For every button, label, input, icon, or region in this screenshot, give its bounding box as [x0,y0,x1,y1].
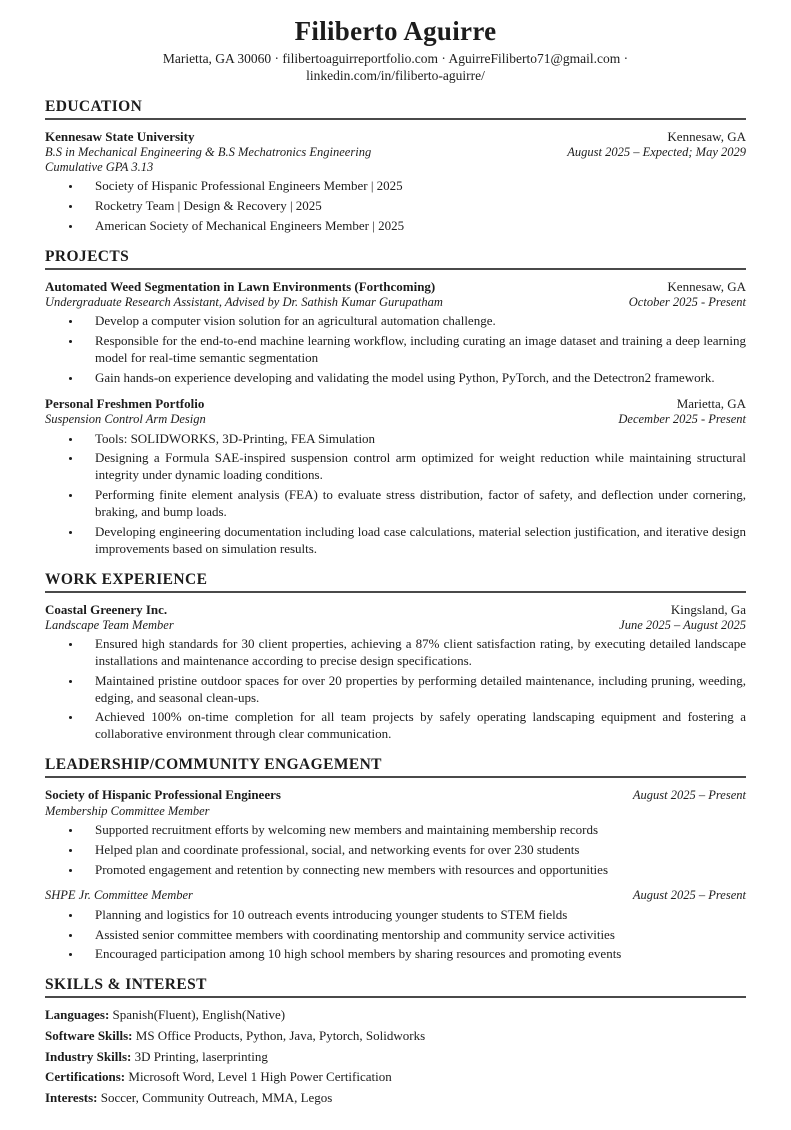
company-location: Kingsland, Ga [670,601,746,617]
project-dates: October 2025 - Present [628,294,746,309]
project-bullet: • Gain hands-on experience developing and validating the model using Python, PyTorch, and the Detectron2 framework. [82,370,746,387]
section-heading-leadership: LEADERSHIP/COMMUNITY ENGAGEMENT [45,756,746,778]
leadership-role: Membership Committee Member [45,803,210,818]
leadership-entry [45,888,746,963]
project-dates: December 2025 - Present [618,412,746,427]
project-bullet: • Responsible for the end-to-end machine learning workflow, including curating an image dataset and training a deep learning model for real-time semantic segmentation [82,333,746,367]
company-name: Coastal Greenery Inc. [45,601,168,617]
leadership-section [45,756,746,963]
degree-name: B.S in Mechanical Engineering & B.S Mechatronics Engineering [45,144,372,159]
skill-line-certifications [45,1069,746,1086]
leadership-bullet-list [45,907,746,964]
leadership-dates: August 2025 – Present [632,788,746,803]
skill-label: Certifications: [45,1069,126,1085]
skill-label: Languages: [45,1007,110,1023]
project-bullet-list [45,431,746,558]
skill-line-languages [45,1007,746,1024]
leadership-bullet: • Helped plan and coordinate professional, social, and networking events for over 230 students [82,842,746,859]
school-name: Kennesaw State University [45,128,195,144]
school-location: Kennesaw, GA [667,128,746,144]
project-bullet-list [45,313,746,387]
project-title: Personal Freshmen Portfolio [45,396,205,412]
work-bullet: • Achieved 100% on-time completion for all team projects by safely operating landscaping equipment and fostering a collaborative environment through clear communication. [82,709,746,743]
organization-name: SHPE Jr. Committee Member [45,888,193,903]
skill-value: Microsoft Word, Level 1 High Power Certification [128,1069,392,1085]
project-bullet: • Develop a computer vision solution for an agricultural automation challenge. [82,313,746,330]
leadership-bullet: • Planning and logistics for 10 outreach events introducing younger students to STEM fields [82,907,746,924]
education-dates: August 2025 – Expected; May 2029 [567,144,746,159]
education-entry [45,129,746,235]
work-bullet-list [45,636,746,743]
project-role: Undergraduate Research Assistant, Advised by Dr. Sathish Kumar Gurupatham [45,294,443,309]
job-dates: June 2025 – August 2025 [619,617,746,632]
work-entry [45,602,746,743]
section-heading-work-experience: WORK EXPERIENCE [45,571,746,593]
skill-label: Industry Skills: [45,1048,132,1064]
leadership-dates: August 2025 – Present [632,888,746,903]
education-bullet: • Rocketry Team | Design & Recovery | 2025 [82,198,746,215]
project-bullet: • Developing engineering documentation including load case calculations, material selection justification, and iterative design improvements based on simulation results. [82,524,746,558]
project-entry [45,396,746,557]
skill-line-software [45,1028,746,1045]
work-experience-section [45,571,746,743]
section-heading-projects: PROJECTS [45,248,746,270]
skill-value: 3D Printing, laserprinting [134,1048,268,1064]
education-bullet-list [45,178,746,235]
project-role: Suspension Control Arm Design [45,412,206,427]
contact-line-1: Marietta, GA 30060 · filibertoaguirreportfolio.com · AguirreFiliberto71@gmail.com · [162,51,629,66]
resume-header [45,16,746,85]
leadership-bullet: • Promoted engagement and retention by connecting new members with resources and opportunities [82,862,746,879]
project-bullet: • Tools: SOLIDWORKS, 3D-Printing, FEA Simulation [82,431,746,448]
skill-label: Software Skills: [45,1027,133,1043]
project-title: Automated Weed Segmentation in Lawn Environments (Forthcoming) [45,278,436,294]
education-bullet: • American Society of Mechanical Engineers Member | 2025 [82,218,746,235]
project-location: Kennesaw, GA [667,278,746,294]
job-title: Landscape Team Member [45,617,174,632]
organization-name: Society of Hispanic Professional Engineers [45,787,281,803]
skill-value: Spanish(Fluent), English(Native) [112,1007,286,1023]
skill-value: Soccer, Community Outreach, MMA, Legos [100,1089,333,1105]
work-bullet: • Ensured high standards for 30 client properties, achieving a 87% client satisfaction rating, by executing detailed landscape installations and maintenance according to precise design specifications. [82,636,746,670]
contact-line-2: linkedin.com/in/filiberto-aguirre/ [306,67,485,83]
leadership-bullet-list [45,822,746,879]
gpa-line: Cumulative GPA 3.13 [45,159,154,174]
section-heading-skills: SKILLS & INTEREST [45,976,746,998]
leadership-entry [45,787,746,878]
skill-line-industry [45,1049,746,1066]
skill-label: Interests: [45,1089,98,1105]
leadership-bullet: • Supported recruitment efforts by welcoming new members and maintaining membership records [82,822,746,839]
skill-value: MS Office Products, Python, Java, Pytorch, Solidworks [135,1027,426,1043]
project-bullet: • Designing a Formula SAE-inspired suspension control arm optimized for weight reduction while maintaining structural integrity under dynamic loading conditions. [82,450,746,484]
leadership-bullet: • Encouraged participation among 10 high school members by sharing resources and promoting events [82,946,746,963]
projects-section [45,248,746,558]
section-heading-education: EDUCATION [45,98,746,120]
work-bullet: • Maintained pristine outdoor spaces for over 20 properties by performing detailed maintenance, including pruning, weeding, edging, and seasonal clean-ups. [82,673,746,707]
project-entry [45,279,746,387]
project-location: Marietta, GA [676,396,746,412]
skills-section [45,976,746,1106]
person-name: Filiberto Aguirre [294,16,497,46]
leadership-bullet: • Assisted senior committee members with coordinating mentorship and community service activities [82,927,746,944]
education-section [45,98,746,235]
project-bullet: • Performing finite element analysis (FEA) to evaluate stress distribution, factor of safety, and deflection under cornering, braking, and bump loads. [82,487,746,521]
education-bullet: • Society of Hispanic Professional Engineers Member | 2025 [82,178,746,195]
skill-line-interests [45,1090,746,1107]
